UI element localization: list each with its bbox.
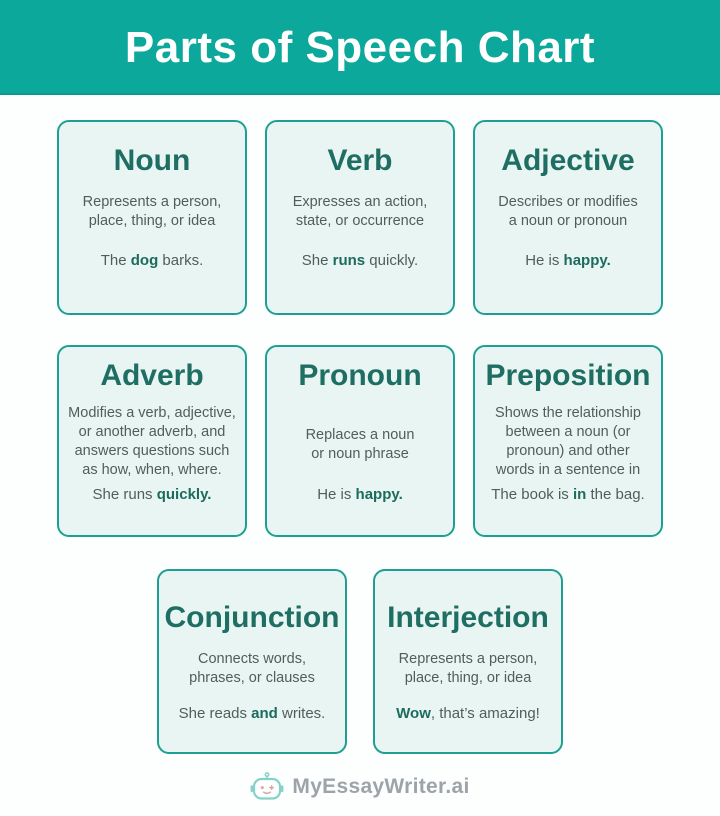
example-bold-word: in [572, 486, 587, 503]
description-line: or another adverb, and [78, 424, 226, 440]
card-title: Noun [113, 144, 191, 177]
card-title: Conjunction [164, 601, 340, 634]
example-bold-word: dog [130, 252, 159, 269]
example-bold-word: quickly. [156, 486, 212, 503]
card-title: Interjection [387, 601, 549, 634]
card-conjunction [157, 569, 347, 754]
card-example [396, 704, 540, 724]
example-bold-word: runs [332, 252, 366, 269]
card-verb [265, 120, 455, 315]
cards-row-1 [0, 120, 720, 315]
example-bold-word: happy. [563, 252, 611, 269]
card-adverb [57, 345, 247, 537]
brand-name: MyEssayWriter.ai [292, 775, 470, 798]
card-preposition [473, 345, 663, 537]
example-bold-word: happy. [355, 486, 403, 503]
card-description [293, 193, 428, 231]
card-description [189, 650, 315, 688]
example-text: She [301, 252, 333, 269]
example-text: The [100, 252, 131, 269]
card-description [495, 404, 641, 480]
description-line: Represents a person, [398, 651, 538, 667]
description-line: Describes or modifies [498, 194, 638, 210]
card-title: Adjective [501, 144, 635, 177]
description-line: Replaces a noun [305, 427, 415, 443]
card-description [498, 193, 637, 231]
cards-grid [0, 120, 720, 754]
description-line: answers questions such [74, 443, 230, 459]
card-title: Verb [327, 144, 393, 177]
card-example [317, 485, 403, 505]
description-line: Shows the relationship [495, 405, 641, 421]
card-example [179, 704, 326, 724]
description-line: as how, when, where. [82, 462, 222, 478]
example-bold-word: and [251, 705, 278, 722]
card-example [302, 251, 418, 271]
description-line: or noun phrase [311, 446, 409, 462]
example-text: the bag. [586, 486, 645, 503]
card-example [491, 485, 644, 505]
card-title: Preposition [485, 359, 651, 392]
description-line: Connects words, [197, 651, 306, 667]
description-line: pronoun) and other [506, 443, 630, 459]
card-description [83, 193, 222, 231]
description-line: place, thing, or idea [88, 213, 216, 229]
description-line: phrases, or clauses [189, 670, 315, 686]
card-noun [57, 120, 247, 315]
robot-icon [250, 772, 284, 802]
card-description [399, 650, 538, 688]
description-line: place, thing, or idea [404, 670, 532, 686]
page-title: Parts of Speech Chart [124, 22, 596, 72]
description-line: Modifies a verb, adjective, [68, 405, 236, 421]
example-text: He is [317, 486, 356, 503]
description-line: a noun or pronoun [508, 213, 628, 229]
example-text: The book is [491, 486, 573, 503]
description-line: Represents a person, [82, 194, 222, 210]
card-adjective [473, 120, 663, 315]
card-example [525, 251, 611, 271]
card-example [93, 485, 212, 505]
example-text: He is [525, 252, 564, 269]
example-text: writes. [277, 705, 326, 722]
example-text: barks. [158, 252, 204, 269]
card-title: Pronoun [298, 359, 422, 392]
card-pronoun [265, 345, 455, 537]
description-line: Expresses an action, [292, 194, 428, 210]
footer-brand-bar [0, 772, 720, 802]
header-banner [0, 0, 720, 95]
example-bold-word: Wow [396, 705, 431, 722]
description-line: words in a sentence in [495, 462, 641, 478]
example-text: She runs [92, 486, 157, 503]
card-title: Adverb [100, 359, 204, 392]
cards-row-2 [0, 345, 720, 537]
card-example [101, 251, 204, 271]
example-text: quickly. [365, 252, 419, 269]
card-description [306, 426, 415, 464]
description-line: between a noun (or [505, 424, 631, 440]
card-description [68, 404, 236, 480]
example-text: She reads [178, 705, 252, 722]
cards-row-3 [0, 569, 720, 754]
example-text: , that’s amazing! [430, 705, 540, 722]
card-interjection [373, 569, 563, 754]
description-line: state, or occurrence [295, 213, 425, 229]
